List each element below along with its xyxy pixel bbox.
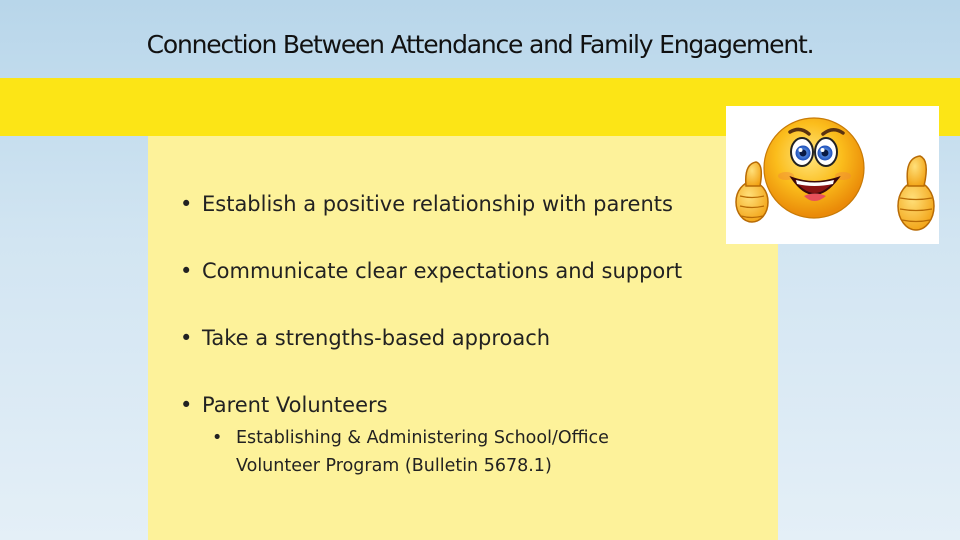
bullet-item bbox=[180, 192, 673, 216]
sub-bullet-dot: • bbox=[212, 428, 223, 448]
bullet-dot: • bbox=[180, 393, 193, 417]
slide-title: Connection Between Attendance and Family Engagement. bbox=[146, 30, 814, 59]
bullet-text: Take a strengths-based approach bbox=[202, 326, 551, 350]
smiley-face bbox=[764, 118, 864, 218]
bullet-dot: • bbox=[180, 259, 193, 283]
bullet-text: Establish a positive relationship with parents bbox=[202, 192, 673, 216]
smiley-thumbs-up-icon bbox=[726, 106, 939, 244]
bullet-item bbox=[180, 259, 682, 283]
bullet-item bbox=[180, 326, 550, 350]
left-thumb-icon bbox=[736, 162, 768, 222]
smiley-thumbs-up-image bbox=[726, 106, 939, 244]
sub-bullet-text: Establishing & Administering School/Office Volunteer Program (Bulletin 5678.1) bbox=[236, 428, 609, 476]
sub-bullet-item bbox=[212, 424, 672, 480]
bullet-text: Parent Volunteers bbox=[202, 393, 388, 417]
right-thumb-icon bbox=[898, 156, 934, 230]
bullet-dot: • bbox=[180, 192, 193, 216]
bullet-item bbox=[180, 393, 388, 417]
bullet-text: Communicate clear expectations and support bbox=[202, 259, 683, 283]
bullet-dot: • bbox=[180, 326, 193, 350]
